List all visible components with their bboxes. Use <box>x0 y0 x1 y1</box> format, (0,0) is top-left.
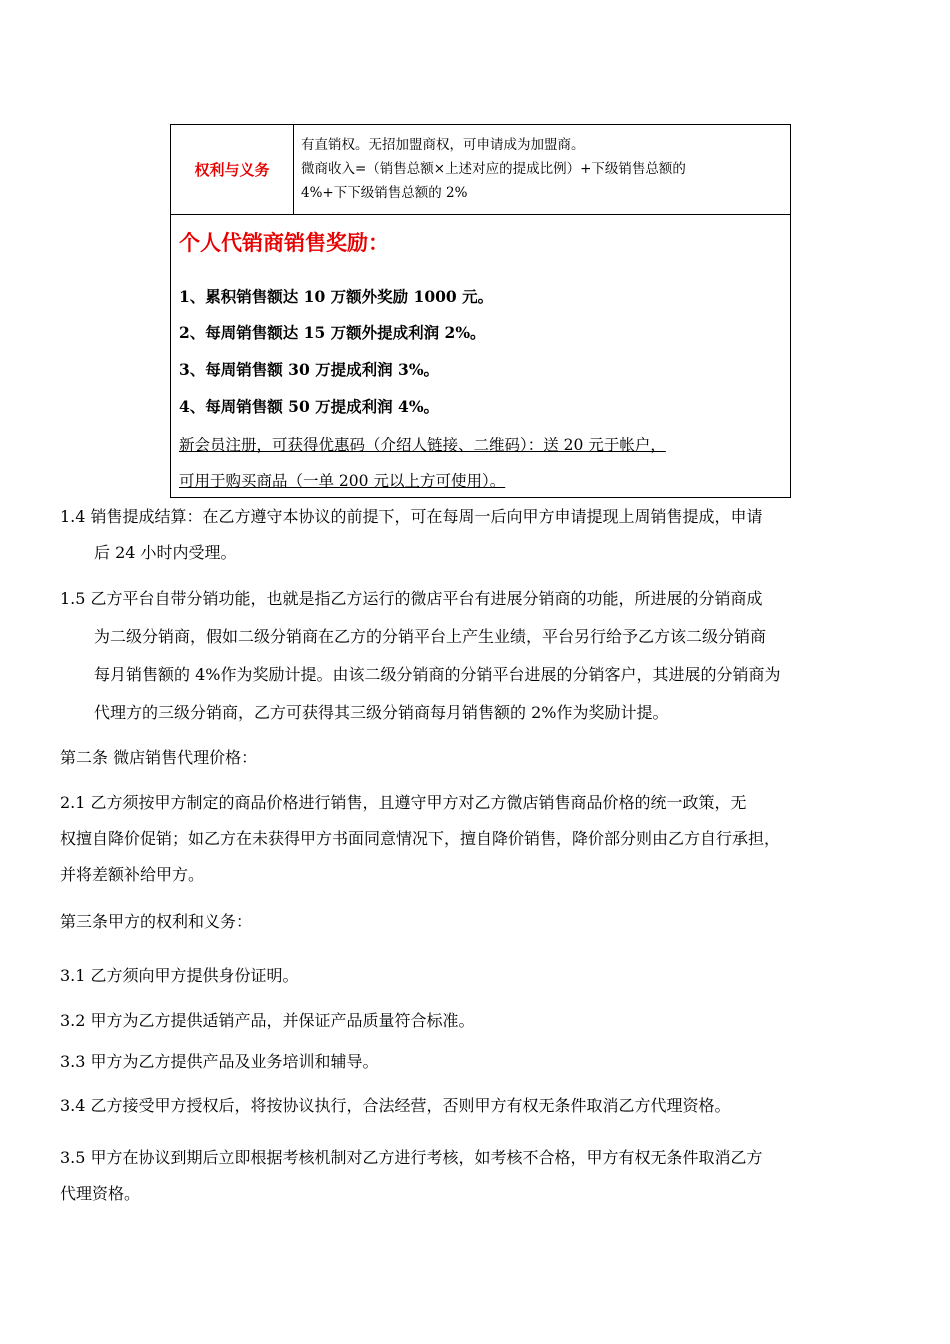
article-3-heading: 第三条甲方的权利和义务： <box>60 912 253 931</box>
reward-item: 4、每周销售额 50 万提成利润 4%。 <box>179 397 440 416</box>
clause-3-5: 3.5 甲方在协议到期后立即根据考核机制对乙方进行考核，如考核不合格，甲方有权无条件取消乙方 <box>60 1148 763 1167</box>
rights-line: 4%+下下级销售总额的 2% <box>301 185 468 201</box>
rights-row <box>171 125 790 215</box>
reward-item: 2、每周销售额达 15 万额外提成利润 2%。 <box>179 323 486 342</box>
clause-1-5: 1.5 乙方平台自带分销功能，也就是指乙方运行的微店平台有进展分销商的功能，所进展的分销商成 <box>60 589 763 608</box>
article-2-heading: 第二条 微店销售代理价格： <box>60 748 258 767</box>
rights-line: 微商收入=（销售总额×上述对应的提成比例）+下级销售总额的 <box>301 161 686 177</box>
clause-2-1: 2.1 乙方须按甲方制定的商品价格进行销售，且遵守甲方对乙方微店销售商品价格的统一政策，无 <box>60 793 747 812</box>
reward-title: 个人代销商销售奖励： <box>179 231 389 255</box>
clause-1-5-cont: 为二级分销商，假如二级分销商在乙方的分销平台上产生业绩，平台另行给予乙方该二级分销商 <box>94 627 767 646</box>
rights-line: 有直销权。无招加盟商权，可申请成为加盟商。 <box>301 137 585 153</box>
reward-item: 3、每周销售额 30 万提成利润 3%。 <box>179 360 440 379</box>
clause-2-1-cont: 并将差额补给甲方。 <box>60 865 205 884</box>
rights-table <box>170 124 791 498</box>
clause-1-5-cont: 每月销售额的 4%作为奖励计提。由该二级分销商的分销平台进展的分销客户，其进展的分销商为 <box>94 665 781 684</box>
clause-3-5-cont: 代理资格。 <box>60 1184 141 1203</box>
rights-label: 权利与义务 <box>171 125 294 214</box>
clause-1-5-cont: 代理方的三级分销商，乙方可获得其三级分销商每月销售额的 2%作为奖励计提。 <box>94 703 669 722</box>
clause-1-4: 1.4 销售提成结算：在乙方遵守本协议的前提下，可在每周一后向甲方申请提现上周销售提成，申请 <box>60 507 763 526</box>
member-note: 新会员注册，可获得优惠码（介绍人链接、二维码）：送 20 元于帐户， <box>179 436 666 454</box>
clause-1-4-cont: 后 24 小时内受理。 <box>94 543 237 562</box>
member-note: 可用于购买商品（一单 200 元以上方可使用）。 <box>179 472 506 490</box>
rights-text <box>301 133 787 205</box>
clause-3-3: 3.3 甲方为乙方提供产品及业务培训和辅导。 <box>60 1052 379 1071</box>
clause-3-4: 3.4 乙方接受甲方授权后，将按协议执行，合法经营，否则甲方有权无条件取消乙方代理资格。 <box>60 1096 731 1115</box>
reward-item: 1、累积销售额达 10 万额外奖励 1000 元。 <box>179 287 494 306</box>
clause-2-1-cont: 权擅自降价促销；如乙方在未获得甲方书面同意情况下，擅自降价销售，降价部分则由乙方自行承担， <box>60 829 781 848</box>
clause-3-2: 3.2 甲方为乙方提供适销产品，并保证产品质量符合标准。 <box>60 1011 475 1030</box>
clause-3-1: 3.1 乙方须向甲方提供身份证明。 <box>60 966 299 985</box>
